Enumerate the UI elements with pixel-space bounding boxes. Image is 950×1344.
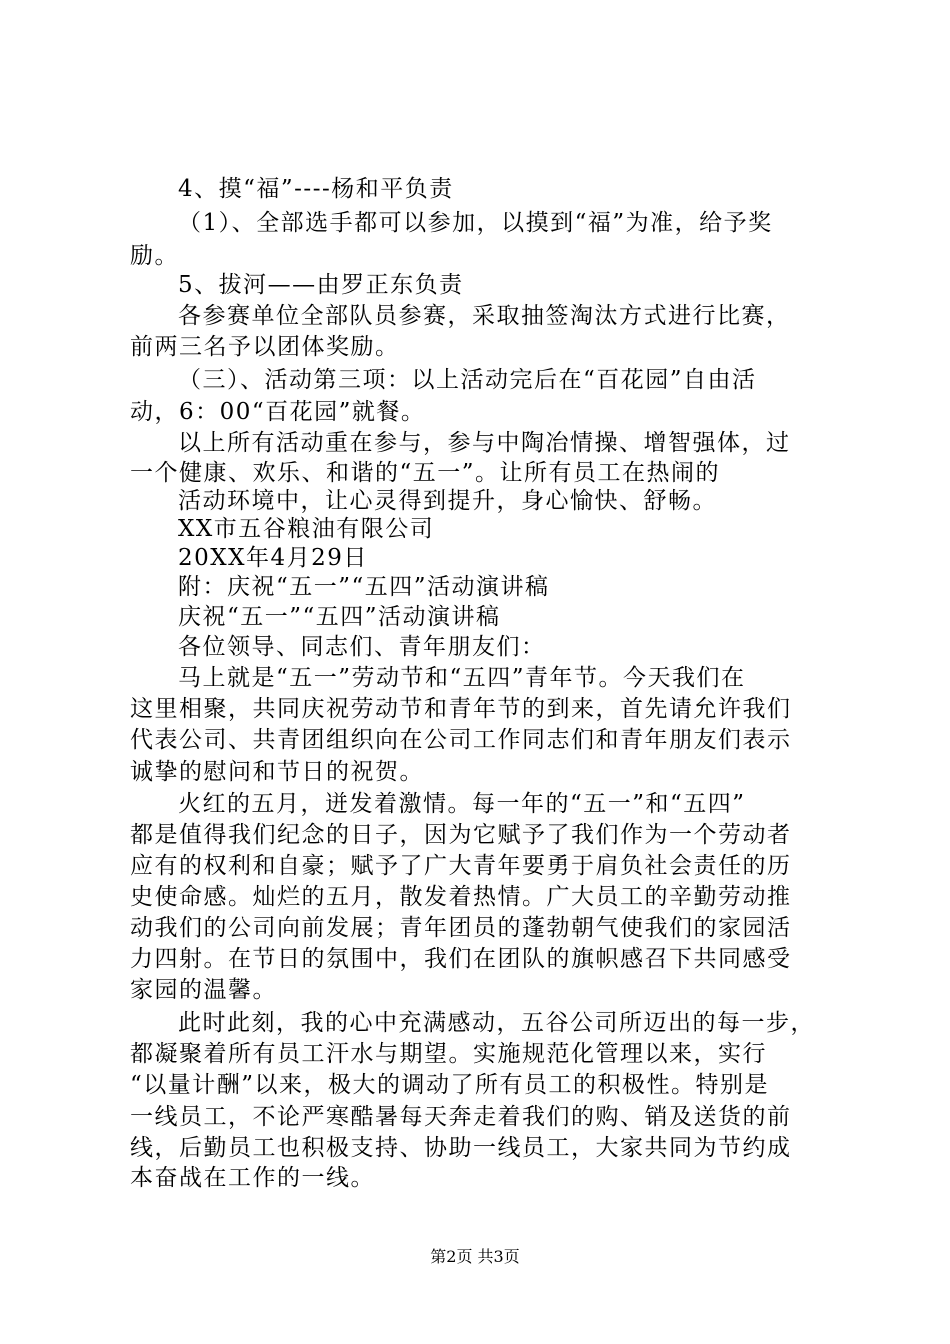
text-line: 励。	[130, 243, 179, 269]
text-line: 各参赛单位全部队员参赛，采取抽签淘汰方式进行比赛，	[178, 303, 791, 329]
text-line: 20XX年4月29日	[178, 545, 368, 571]
text-line: （三）、活动第三项：以上活动完后在“百花园”自由活	[178, 367, 757, 393]
text-line: 一线员工，不论严寒酷暑每天奔走着我们的购、销及送货的前	[130, 1104, 792, 1130]
text-line: 马上就是“五一”劳动节和“五四”青年节。今天我们在	[178, 665, 746, 691]
text-line: 诚挚的慰问和节日的祝贺。	[130, 759, 424, 785]
text-line: 力四射。在节日的氛围中，我们在团队的旗帜感召下共同感受	[130, 946, 792, 972]
text-line: 火红的五月，迸发着激情。每一年的“五一”和“五四”	[178, 791, 746, 817]
text-line: XX市五谷粮油有限公司	[178, 516, 435, 542]
text-line: 4、摸“福”----杨和平负责	[178, 176, 454, 202]
text-line: 附：庆祝“五一”“五四”活动演讲稿	[178, 574, 550, 600]
text-line: 线，后勤员工也积极支持、协助一线员工，大家共同为节约成	[130, 1135, 792, 1161]
text-line: 都凝聚着所有员工汗水与期望。实施规范化管理以来，实行	[130, 1041, 767, 1067]
text-line: 这里相聚，共同庆祝劳动节和青年节的到来，首先请允许我们	[130, 696, 792, 722]
text-line: 活动环境中，让心灵得到提升，身心愉快、舒畅。	[178, 488, 717, 514]
text-line: 本奋战在工作的一线。	[130, 1165, 375, 1191]
text-line: 史使命感。灿烂的五月，散发着热情。广大员工的辛勤劳动推	[130, 884, 792, 910]
text-line: （1）、全部选手都可以参加，以摸到“福”为准，给予奖	[178, 210, 773, 236]
page-footer: 第2页 共3页	[430, 1247, 520, 1266]
text-line: 一个健康、欢乐、和谐的“五一”。让所有员工在热闹的	[130, 460, 721, 486]
text-line: “以量计酬”以来，极大的调动了所有员工的积极性。特别是	[130, 1072, 770, 1098]
text-line: 都是值得我们纪念的日子，因为它赋予了我们作为一个劳动者	[130, 822, 792, 848]
text-line: 家园的温馨。	[130, 977, 277, 1003]
text-line: 动我们的公司向前发展；青年团员的蓬勃朝气使我们的家园活	[130, 915, 792, 941]
text-line: 代表公司、共青团组织向在公司工作同志们和青年朋友们表示	[130, 727, 792, 753]
text-line: 应有的权利和自豪；赋予了广大青年要勇于肩负社会责任的历	[130, 853, 792, 879]
text-line: 前两三名予以团体奖励。	[130, 334, 400, 360]
text-line: 此时此刻，我的心中充满感动，五谷公司所迈出的每一步，	[178, 1010, 815, 1036]
text-line: 以上所有活动重在参与，参与中陶冶情操、增智强体，过	[178, 430, 791, 456]
text-line: 动，6：00“百花园”就餐。	[130, 399, 426, 425]
text-line: 5、拔河——由罗正东负责	[178, 272, 464, 298]
text-line: 各位领导、同志们、青年朋友们：	[178, 634, 546, 660]
text-line: 庆祝“五一”“五四”活动演讲稿	[178, 604, 501, 630]
